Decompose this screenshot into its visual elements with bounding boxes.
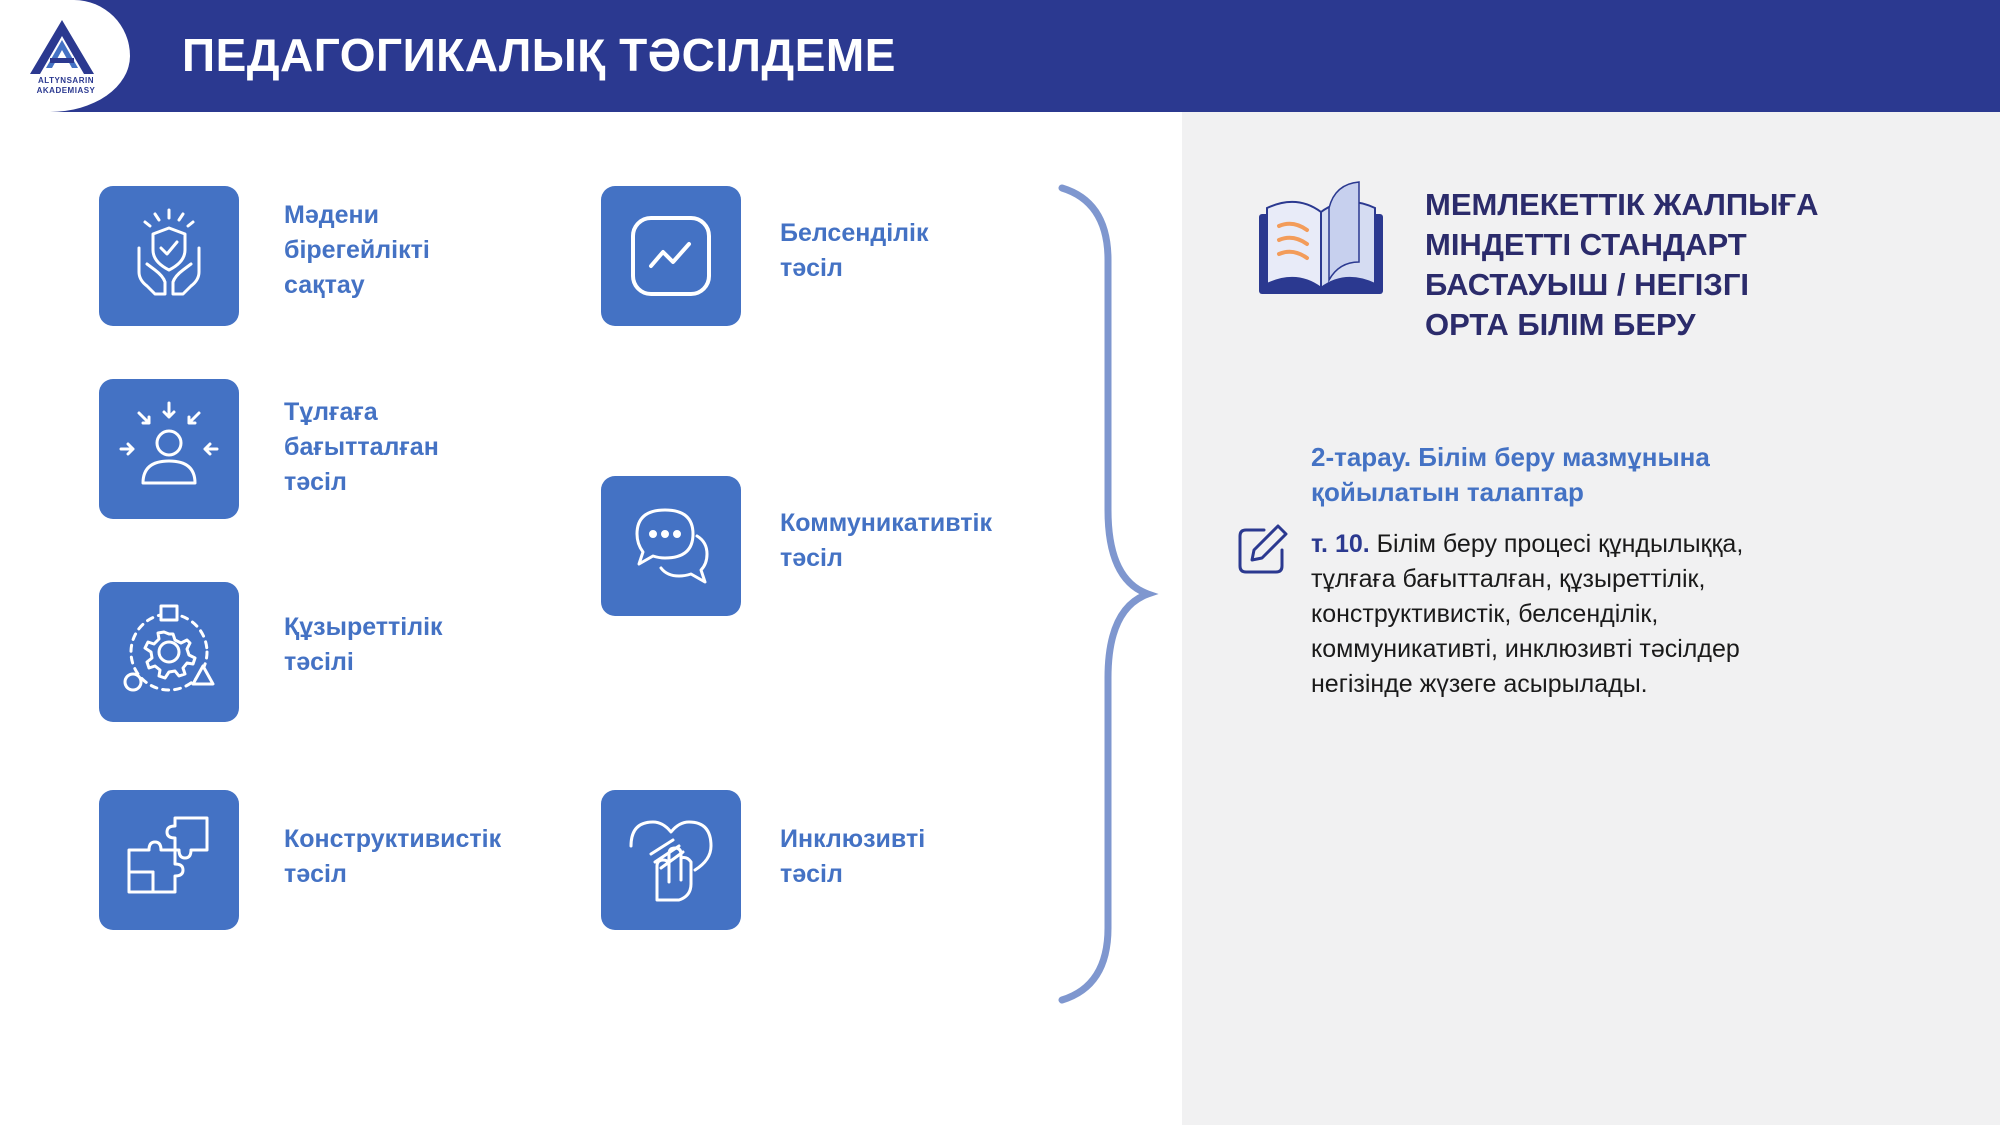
logo: [0, 0, 130, 112]
approach-label-0: Мәдени бірегейлікті сақтау: [284, 201, 430, 299]
clause-first-line: Білім беру процесі құндылыққа,: [1369, 530, 1744, 558]
person-focus-icon: [119, 399, 219, 499]
hands-shield-icon: [119, 206, 219, 306]
joined-hands-icon: [621, 810, 721, 910]
right-brace: [1050, 180, 1160, 1010]
open-book-icon: [1255, 180, 1395, 300]
approach-label-2: Құзыреттілік тәсілі: [284, 613, 443, 676]
gear-cycle-icon: [119, 602, 219, 702]
chat-bubbles-icon: [621, 496, 721, 596]
clause-text: т. 10. Білім беру процесі құндылыққа, тұлғаға бағытталған, құзыреттілік, конструктивистік, белсенділік, коммуникативті, инклюзивті тәсілдер негізінде жүзеге асырылады.: [1311, 530, 1744, 698]
logo-text-line2: AKADEMIASY: [36, 86, 96, 95]
page-title: ПЕДАГОГИКАЛЫҚ ТӘСІЛДЕМЕ: [182, 29, 896, 81]
approach-label-5: Коммуникативтік тәсіл: [780, 509, 992, 572]
tile-person-centered: [99, 379, 239, 519]
edit-note-icon: [1236, 522, 1290, 576]
approach-label-3: Конструктивистік тәсіл: [284, 825, 502, 888]
approach-label-6: Инклюзивті тәсіл: [780, 825, 926, 888]
tile-activity: [601, 186, 741, 326]
tile-inclusive: [601, 790, 741, 930]
approach-label-1: Тұлғаға бағытталған тәсіл: [284, 398, 439, 496]
academy-logo-icon: [26, 18, 98, 76]
tile-cultural-identity: [99, 186, 239, 326]
tile-constructivist: [99, 790, 239, 930]
tile-competence: [99, 582, 239, 722]
tile-communicative: [601, 476, 741, 616]
header-bar: [0, 0, 2000, 112]
puzzle-icon: [119, 810, 219, 910]
activity-chart-icon: [621, 206, 721, 306]
section-title: 2-тарау. Білім беру мазмұнына қойылатын талаптар: [1311, 442, 1710, 507]
standard-title: МЕМЛЕКЕТТІК ЖАЛПЫҒА МІНДЕТТІ СТАНДАРТ БАСТАУЫШ / НЕГІЗГІ ОРТА БІЛІМ БЕРУ: [1425, 187, 1819, 342]
clause-number: т. 10.: [1311, 530, 1370, 558]
logo-text-line1: ALTYNSARIN: [38, 76, 94, 85]
approach-label-4: Белсенділік тәсіл: [780, 219, 929, 282]
